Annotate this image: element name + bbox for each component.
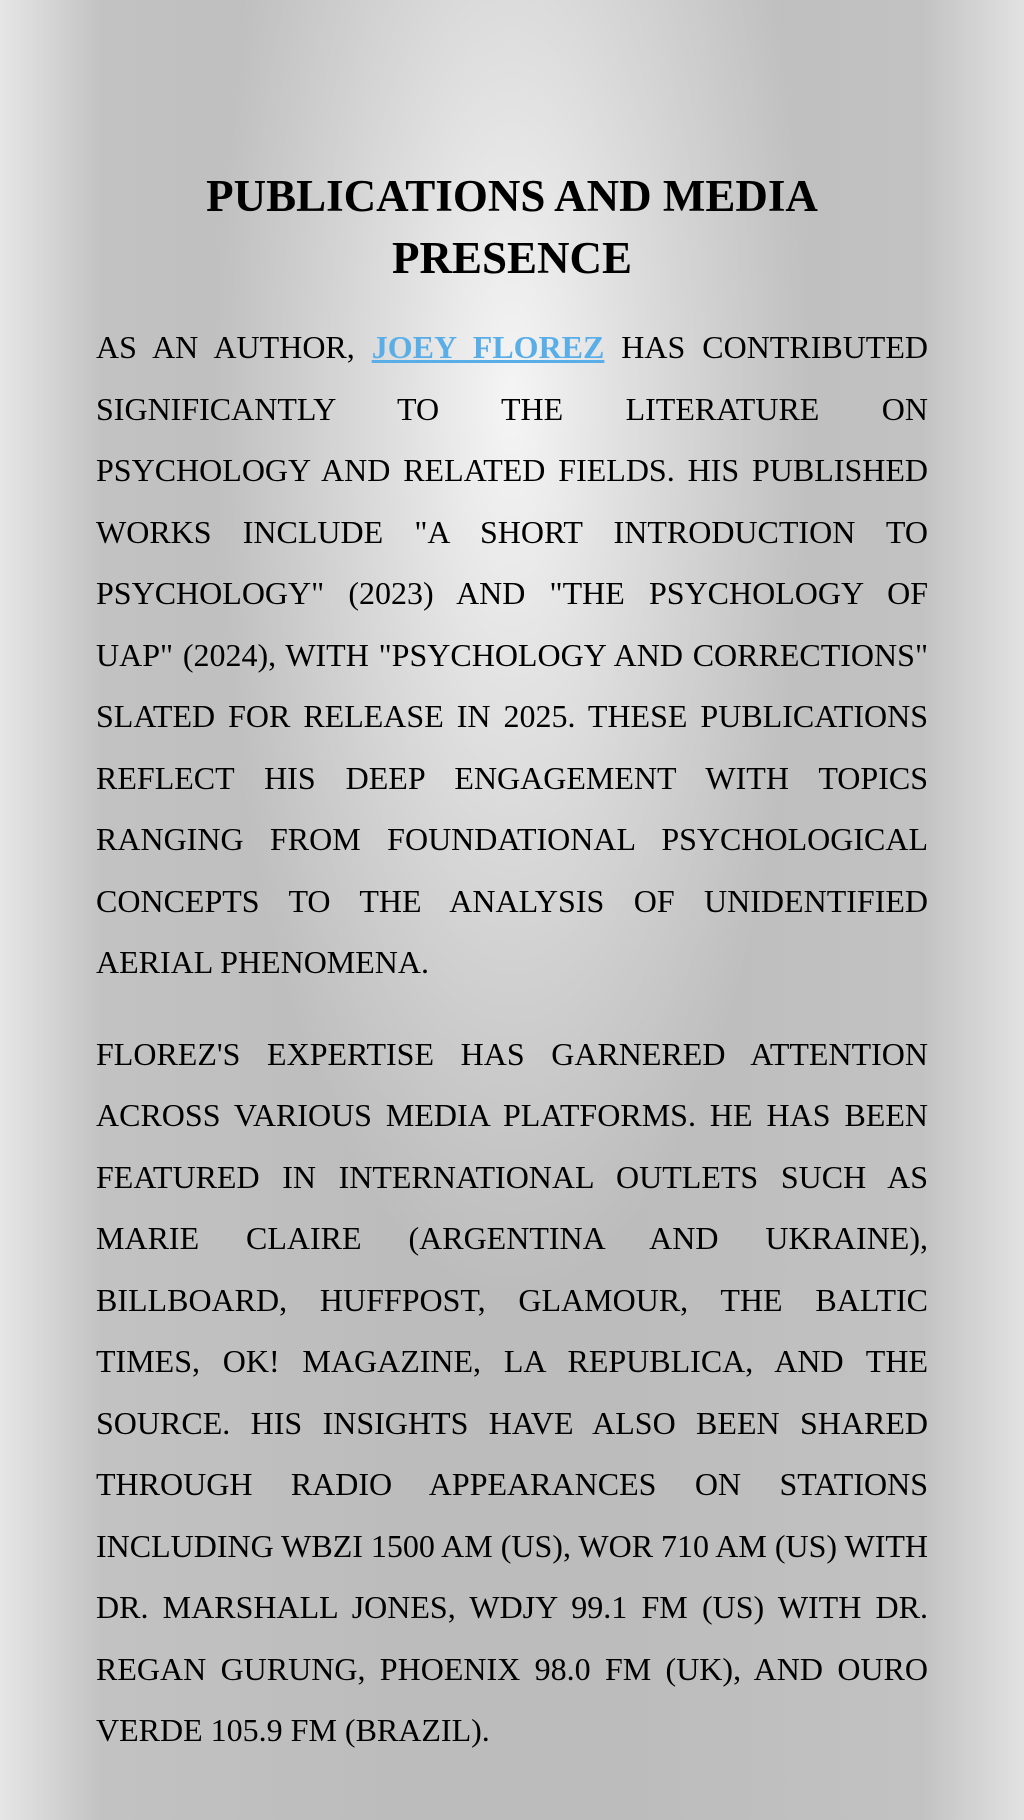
paragraph-intro-text: AS AN AUTHOR,: [96, 329, 372, 365]
author-name-link[interactable]: JOEY FLOREZ: [371, 329, 605, 365]
paragraph-body-text: HAS CONTRIBUTED SIGNIFICANTLY TO THE LITERATURE ON PSYCHOLOGY AND RELATED FIELDS. HIS PUBLISHED WORKS INCLUDE "A SHORT INTRODUCTION TO PSYCHOLOGY" (2023) AND "THE PSYCHOLOGY OF UAP" (2024), WITH "PSYCHOLOGY AND CORRECTIONS" SLATED FOR RELEASE IN 2025. THESE PUBLICATIONS REFLECT HIS DEEP ENGAGEMENT WITH TOPICS RANGING FROM FOUNDATIONAL PSYCHOLOGICAL CONCEPTS TO THE ANALYSIS OF UNIDENTIFIED AERIAL PHENOMENA.: [96, 329, 929, 980]
section-heading: PUBLICATIONS AND MEDIA PRESENCE: [206, 171, 818, 283]
media-presence-paragraph: FLOREZ'S EXPERTISE HAS GARNERED ATTENTION ACROSS VARIOUS MEDIA PLATFORMS. HE HAS BEEN FEATURED IN INTERNATIONAL OUTLETS SUCH AS MARIE CLAIRE (ARGENTINA AND UKRAINE), BILLBOARD, HUFFPOST, GLAMOUR, THE BALTIC TIMES, OK! MAGAZINE, LA REPUBLICA, AND THE SOURCE. HIS INSIGHTS HAVE ALSO BEEN SHARED THROUGH RADIO APPEARANCES ON STATIONS INCLUDING WBZI 1500 AM (US), WOR 710 AM (US) WITH DR. MARSHALL JONES, WDJY 99.1 FM (US) WITH DR. REGAN GURUNG, PHOENIX 98.0 FM (UK), AND OURO VERDE 105.9 FM (BRAZIL).: [96, 1035, 928, 1748]
publications-paragraph: [96, 317, 928, 994]
